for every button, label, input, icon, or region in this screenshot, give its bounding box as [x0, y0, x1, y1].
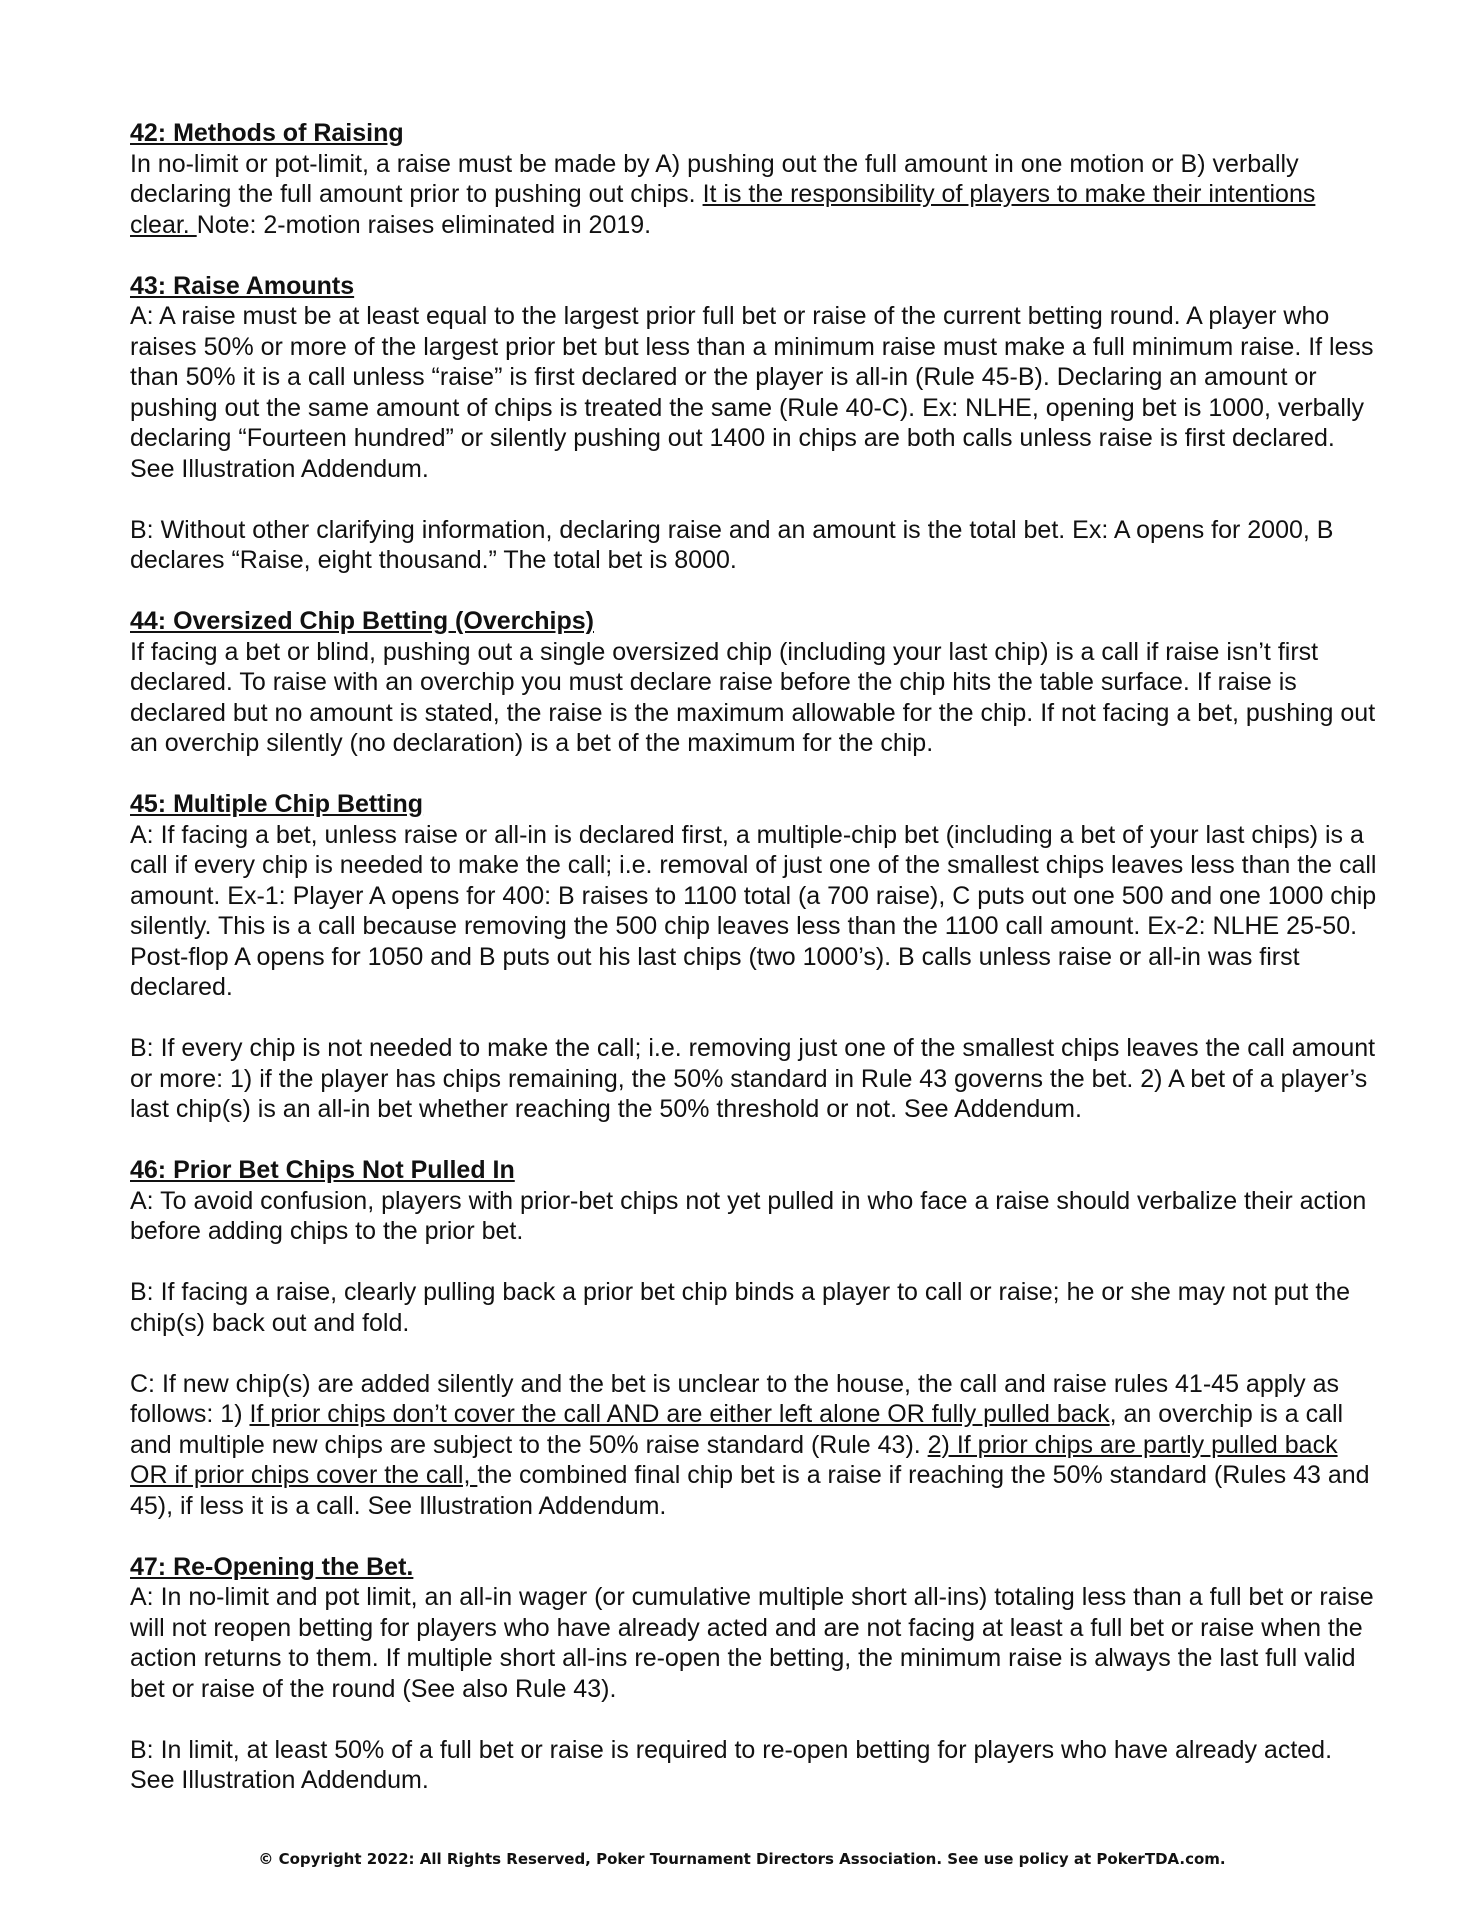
text-run: Note: 2-motion raises eliminated in 2019.: [196, 210, 652, 239]
rule-heading: 45: Multiple Chip Betting: [130, 790, 424, 818]
underlined-text: It is the responsibility of players to make their intentions clear.: [130, 180, 1316, 239]
text-run: the combined final chip bet is a raise if reaching the 50% standard (Rules 43 and 45), if less it is a call. See Illustration Addendum.: [130, 1461, 1370, 1520]
rule-paragraph-a: A: A raise must be at least equal to the largest prior full bet or raise of the current betting round. A player who raises 50% or more of the largest prior bet but less than a minimum raise must make a full minimum raise. If less than 50% it is a call unless “raise” is first declared or the player is all-in (Rule 45-B). Declaring an amount or pushing out the same amount of chips is treated the same (Rule 40-C). Ex: NLHE, opening bet is 1000, verbally declaring “Fourteen hundred” or silently pushing out 1400 in chips are both calls unless raise is first declared. See Illustration Addendum.: [130, 302, 1374, 483]
rule-heading: 47: Re-Opening the Bet.: [130, 1552, 414, 1581]
rule-paragraph-a: A: In no-limit and pot limit, an all-in wager (or cumulative multiple short all-ins) totaling less than a full bet or raise will not reopen betting for players who have already acted and are not facing at least a full bet or raise when the action returns to them. If multiple short all-ins re-open the betting, the minimum raise is always the last full valid bet or raise of the round (See also Rule 43).: [130, 1583, 1374, 1703]
text-run: C: If new chip(s) are added silently and the bet is unclear to the house, the call and raise rules 41-45 apply as follows: 1): [130, 1369, 1340, 1428]
rule-paragraph-b: B: If every chip is not needed to make the call; i.e. removing just one of the smallest chips leaves the call amount or more: 1) if the player has chips remaining, the 50% standard in Rule 43 governs the bet. 2) A bet of a player’s last chip(s) is an all-in bet whether reaching the 50% threshold or not. See Addendum.: [130, 1034, 1376, 1123]
underlined-text: If prior chips don’t cover the call AND are either left alone OR fully pulled back: [249, 1400, 1110, 1428]
rule-paragraph: If facing a bet or blind, pushing out a single oversized chip (including your last chip) is a call if raise isn’t first declared. To raise with an overchip you must declare raise before the chip hits the table surface. If raise is declared but no amount is stated, the raise is the maximum allowable for the chip. If not facing a bet, pushing out an overchip silently (no declaration) is a bet of the maximum for the chip.: [130, 637, 1376, 757]
rule-paragraph: [130, 149, 1380, 241]
rule-44: [130, 606, 1380, 759]
text-run: , an overchip is a call and multiple new chips are subject to the 50% raise standard (Rule 43).: [130, 1400, 1344, 1459]
rule-47: [130, 1552, 1380, 1796]
rule-heading: 42: Methods of Raising: [130, 119, 404, 147]
document-page: [130, 118, 1380, 1796]
rule-42: [130, 118, 1380, 240]
rule-45: [130, 789, 1380, 1125]
rule-43: [130, 271, 1380, 576]
rule-heading: 44: Oversized Chip Betting (Overchips): [130, 607, 594, 635]
text-run: In no-limit or pot-limit, a raise must be made by A) pushing out the full amount in one motion or B) verbally declaring the full amount prior to pushing out chips.: [130, 149, 1299, 208]
rule-heading: 46: Prior Bet Chips Not Pulled In: [130, 1156, 515, 1184]
rule-paragraph-b: B: If facing a raise, clearly pulling back a prior bet chip binds a player to call or raise; he or she may not put the chip(s) back out and fold.: [130, 1278, 1351, 1337]
rule-paragraph-b: B: In limit, at least 50% of a full bet or raise is required to re-open betting for players who have already acted. See Illustration Addendum.: [130, 1735, 1333, 1794]
rule-46: [130, 1155, 1380, 1521]
rule-paragraph-a: A: If facing a bet, unless raise or all-in is declared first, a multiple-chip bet (including a bet of your last chips) is a call if every chip is needed to make the call; i.e. removal of just one of the smallest chips leaves less than the call amount. Ex-1: Player A opens for 400: B raises to 1100 total (a 700 raise), C puts out one 500 and one 1000 chip silently. This is a call because removing the 500 chip leaves less than the 1100 call amount. Ex-2: NLHE 25-50. Post-flop A opens for 1050 and B puts out his last chips (two 1000’s). B calls unless raise or all-in was first declared.: [130, 820, 1377, 1001]
rule-paragraph-b: B: Without other clarifying information, declaring raise and an amount is the total bet. Ex: A opens for 2000, B declares “Raise, eight thousand.” The total bet is 8000.: [130, 515, 1334, 574]
rule-paragraph-c: [130, 1369, 1380, 1522]
rule-heading: 43: Raise Amounts: [130, 271, 355, 300]
rule-paragraph-a: A: To avoid confusion, players with prior-bet chips not yet pulled in who face a raise should verbalize their action before adding chips to the prior bet.: [130, 1186, 1367, 1245]
underlined-text: 2) If prior chips are partly pulled back OR if prior chips cover the call,: [130, 1430, 1338, 1489]
copyright-footer: © Copyright 2022: All Rights Reserved, Poker Tournament Directors Association. See use policy at PokerTDA.com.: [258, 1850, 1226, 1868]
